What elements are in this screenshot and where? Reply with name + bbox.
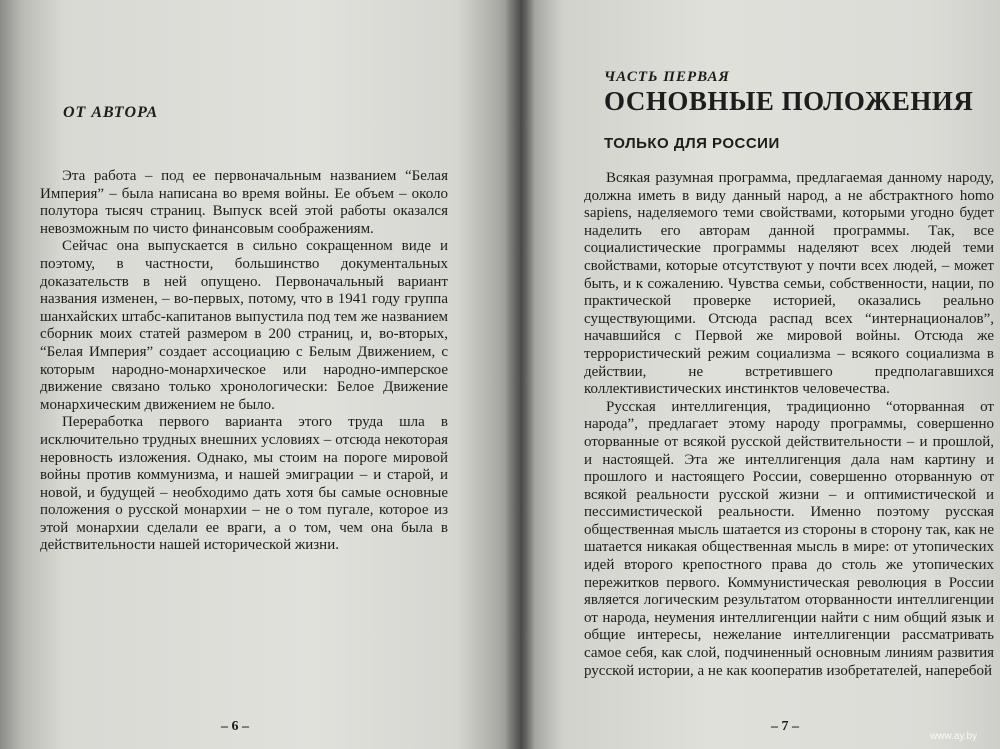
- paragraph: Всякая разумная программа, предлагаемая данному народу, должна иметь в виду данный народ, а не абстрактного homo sapiens, наделяемого теми свойствами, которыми угодно будет наделить его авторам данной программы. Так, все социалистические программы наделяют всех людей теми свойствами, которые отсутствуют у почти всех людей, – может быть, и к сожалению. Чувства семьи, собственности, нации, по практической проверке историей, оказались реально существующими. Отсюда распад всех “интернационалов”, начавшийся с Первой же мировой войны. Отсюда же террористический режим социализма – всякого социализма в действии, не встретившего предполагавшихся коллективистических инстинктов человечества.: [584, 170, 994, 398]
- left-page-number: – 6 –: [221, 719, 249, 734]
- watermark: www.ay.by: [930, 731, 978, 742]
- left-page-heading: ОТ АВТОРА: [63, 104, 159, 121]
- left-page-body: [40, 168, 448, 555]
- right-page-number: – 7 –: [771, 719, 799, 734]
- right-page-body: [584, 170, 994, 680]
- part-label: ЧАСТЬ ПЕРВАЯ: [604, 69, 730, 85]
- part-title: ОСНОВНЫЕ ПОЛОЖЕНИЯ: [604, 86, 974, 116]
- section-title: ТОЛЬКО ДЛЯ РОССИИ: [604, 135, 780, 152]
- paragraph: Переработка первого варианта этого труда шла в исключительно трудных внешних условиях – отсюда некоторая неровность изложения. Однако, мы стоим на пороге мировой войны против коммунизма, и нашей эмиграции – и старой, и новой, и будущей – необходимо дать хотя бы самые основные положения о русской монархии – не о том пугале, которое из этой монархии сделали ее враги, а о том, чем она была в действительности нашей исторической жизни.: [40, 414, 448, 554]
- paragraph: Сейчас она выпускается в сильно сокращенном виде и поэтому, в частности, большинство документальных доказательств в ней опущено. Первоначальный вариант названия изменен, – во-первых, потому, что в 1941 году группа шанхайских штабс-капитанов выпустила под тем же названием сборник моих статей размером в 200 страниц, и, во-вторых, “Белая Империя” создает ассоциацию с Белым Движением, с которым народно-монархическое или народно-имперское движение связано только хронологически: Белое Движение монархическим движением не было.: [40, 238, 448, 413]
- paragraph: Русская интеллигенция, традиционно “оторванная от народа”, предлагает этому народу программы, совершенно оторванные от всякой русской действительности – и прошлой, и настоящей. Эта же интеллигенция дала нам картину и прошлого и настоящего России, совершенно оторванную от всякой реальности русской жизни – и оптимистической и пессимистической реальности. Именно поэтому русская общественная мысль шатается из стороны в сторону так, как не шатается никакая общественная мысль в мире: от утопических идей второго крепостного права до столь же утопических пережитков первого. Коммунистическая революция в России является логическим результатом оторванности интеллигенции от народа, неумения интеллигенции найти с ним общий язык и общие интересы, нежелание интеллигенции рассматривать самое себя, как слой, подчиненный основным линиям развития русской истории, а не как кооператив изобретателей, наперебой: [584, 398, 994, 679]
- paragraph: Эта работа – под ее первоначальным названием “Белая Империя” – была написана во время войны. Ее объем – около полутора тысяч страниц. Выпуск всей этой работы оказался невозможным по чисто финансовым соображениям.: [40, 168, 448, 237]
- book-gutter: [505, 0, 535, 749]
